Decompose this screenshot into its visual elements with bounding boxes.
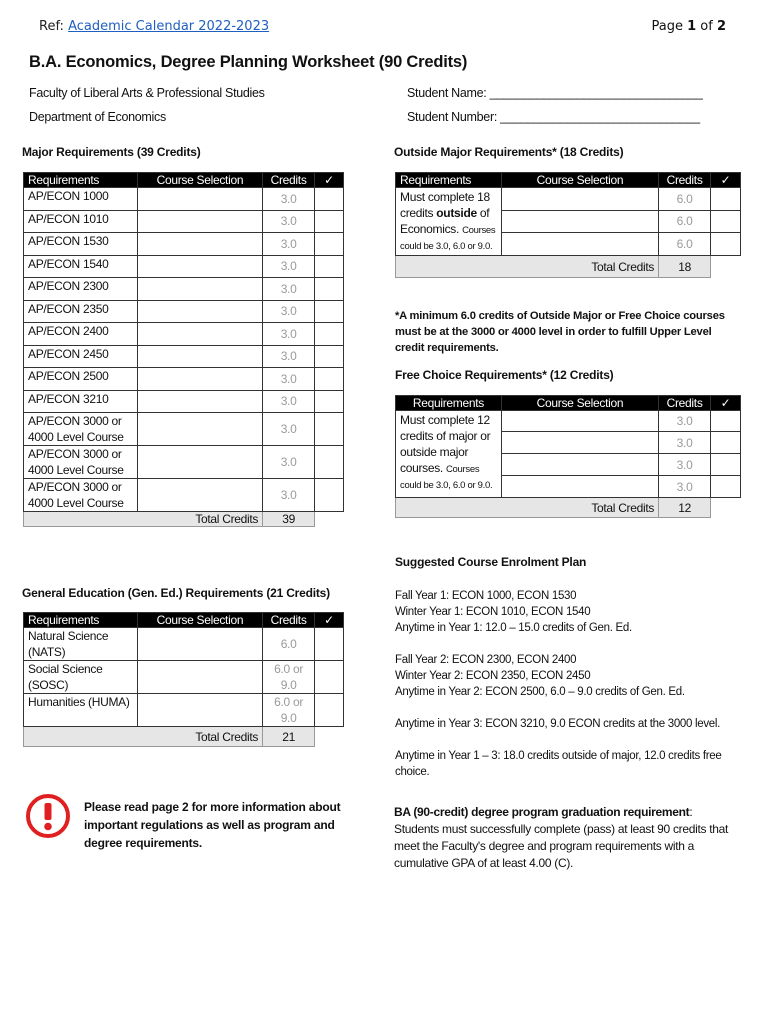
credits-cell: 6.0 xyxy=(659,233,711,256)
col-requirements: Requirements xyxy=(396,396,502,411)
requirement-cell: AP/ECON 2500 xyxy=(24,368,138,391)
col-course-selection: Course Selection xyxy=(137,613,262,628)
col-check: ✓ xyxy=(711,396,741,411)
table-row xyxy=(24,661,344,694)
course-selection-cell[interactable] xyxy=(137,479,262,512)
course-selection-cell[interactable] xyxy=(137,188,262,211)
credits-cell: 3.0 xyxy=(263,345,315,368)
course-selection-cell[interactable] xyxy=(501,432,658,454)
table-row xyxy=(24,345,344,368)
page-word: Page xyxy=(651,19,683,34)
total-label: Total Credits xyxy=(396,256,659,278)
plan-heading: Suggested Course Enrolment Plan xyxy=(395,555,587,569)
table-header xyxy=(396,173,741,188)
major-requirements-table xyxy=(23,172,344,527)
graduation-requirement: BA (90-credit) degree program graduation requirement: Students must successfully complete (pass) at least 90 credits that meet the Faculty's degree and program requirements with a cumulative GPA of at least 4.00 (C). xyxy=(394,804,739,872)
col-requirements: Requirements xyxy=(24,613,138,628)
total-label: Total Credits xyxy=(24,512,263,527)
check-cell[interactable] xyxy=(315,188,344,211)
col-check: ✓ xyxy=(711,173,741,188)
table-row xyxy=(24,479,344,512)
check-cell[interactable] xyxy=(711,233,741,256)
requirement-cell: AP/ECON 1540 xyxy=(24,255,138,278)
table-row xyxy=(24,694,344,727)
table-header xyxy=(24,613,344,628)
course-selection-cell[interactable] xyxy=(137,446,262,479)
col-course-selection: Course Selection xyxy=(501,396,658,411)
table-row xyxy=(24,446,344,479)
outside-heading: Outside Major Requirements* (18 Credits) xyxy=(394,145,624,159)
credits-cell: 6.0 or 9.0 xyxy=(263,694,315,727)
check-cell[interactable] xyxy=(315,255,344,278)
credits-cell: 6.0 xyxy=(263,628,315,661)
credits-cell: 6.0 or 9.0 xyxy=(263,661,315,694)
credits-cell: 3.0 xyxy=(263,390,315,413)
course-selection-cell[interactable] xyxy=(137,300,262,323)
table-row xyxy=(24,188,344,211)
plan-year1: Fall Year 1: ECON 1000, ECON 1530 Winter Year 1: ECON 1010, ECON 1540 Anytime in Year 1: 12.0 – 15.0 credits of Gen. Ed. xyxy=(395,590,632,634)
check-cell[interactable] xyxy=(315,479,344,512)
col-credits: Credits xyxy=(659,396,711,411)
course-selection-cell[interactable] xyxy=(137,694,262,727)
major-total-row xyxy=(24,512,344,527)
graduation-body: Students must successfully complete (pass) at least 90 credits that meet the Faculty's degree and program requirements with a cumulative GPA of at least 4.00 (C). xyxy=(394,822,729,870)
col-check: ✓ xyxy=(315,613,344,628)
graduation-heading: BA (90-credit) degree program graduation requirement xyxy=(394,805,690,819)
check-cell[interactable] xyxy=(315,390,344,413)
credits-cell: 3.0 xyxy=(659,454,711,476)
total-label: Total Credits xyxy=(24,727,263,747)
requirement-cell: AP/ECON 1530 xyxy=(24,233,138,256)
requirement-cell: AP/ECON 1010 xyxy=(24,210,138,233)
academic-calendar-link[interactable]: Academic Calendar 2022-2023 xyxy=(68,19,270,34)
table-row xyxy=(24,255,344,278)
student-name-field[interactable]: Student Name: ________________________________ xyxy=(407,86,703,100)
check-cell[interactable] xyxy=(315,210,344,233)
course-selection-cell[interactable] xyxy=(137,661,262,694)
outside-total-row xyxy=(396,256,741,278)
table-row xyxy=(396,411,741,432)
credits-cell: 3.0 xyxy=(659,476,711,498)
table-row xyxy=(24,628,344,661)
credits-cell: 3.0 xyxy=(263,446,315,479)
credits-cell: 6.0 xyxy=(659,210,711,233)
check-cell[interactable] xyxy=(315,413,344,446)
credits-cell: 3.0 xyxy=(263,323,315,346)
credits-cell: 3.0 xyxy=(263,479,315,512)
table-header xyxy=(396,396,741,411)
faculty-name: Faculty of Liberal Arts & Professional Studies xyxy=(29,86,265,100)
table-row xyxy=(24,368,344,391)
plan-year3: Anytime in Year 3: ECON 3210, 9.0 ECON credits at the 3000 level. xyxy=(395,718,721,730)
check-cell[interactable] xyxy=(315,300,344,323)
requirement-cell: Social Science (SOSC) xyxy=(24,661,138,694)
check-cell[interactable] xyxy=(315,345,344,368)
plan-year1-3: Anytime in Year 1 – 3: 18.0 credits outside of major, 12.0 credits free choice. xyxy=(395,750,722,778)
requirement-cell: Humanities (HUMA) xyxy=(24,694,138,727)
course-selection-cell[interactable] xyxy=(501,411,658,432)
requirement-cell: AP/ECON 1000 xyxy=(24,188,138,211)
gened-heading: General Education (Gen. Ed.) Requirements (21 Credits) xyxy=(22,586,330,600)
requirement-cell: AP/ECON 2350 xyxy=(24,300,138,323)
check-cell[interactable] xyxy=(315,368,344,391)
credits-cell: 3.0 xyxy=(263,188,315,211)
requirement-cell: AP/ECON 2400 xyxy=(24,323,138,346)
free-choice-total-row xyxy=(396,498,741,518)
check-cell[interactable] xyxy=(315,233,344,256)
table-row xyxy=(396,188,741,211)
credits-cell: 3.0 xyxy=(659,432,711,454)
plan-year2: Fall Year 2: ECON 2300, ECON 2400 Winter Year 2: ECON 2350, ECON 2450 Anytime in Year 2: ECON 2500, 6.0 – 9.0 credits of Gen. Ed. xyxy=(395,654,685,698)
check-cell[interactable] xyxy=(711,476,741,498)
credits-cell: 3.0 xyxy=(263,210,315,233)
course-selection-cell[interactable] xyxy=(137,390,262,413)
credits-cell: 3.0 xyxy=(263,368,315,391)
check-cell[interactable] xyxy=(315,661,344,694)
reference-line xyxy=(39,19,269,34)
gened-requirements-table xyxy=(23,612,344,747)
credits-cell: 3.0 xyxy=(263,300,315,323)
check-cell[interactable] xyxy=(711,411,741,432)
credits-cell: 3.0 xyxy=(263,255,315,278)
credits-cell: 6.0 xyxy=(659,188,711,211)
col-check: ✓ xyxy=(315,173,344,188)
course-selection-cell[interactable] xyxy=(137,255,262,278)
credits-cell: 3.0 xyxy=(263,413,315,446)
page-of: of xyxy=(700,19,713,34)
check-cell[interactable] xyxy=(711,454,741,476)
gened-total-value: 21 xyxy=(263,727,315,747)
outside-footnote: *A minimum 6.0 credits of Outside Major or Free Choice courses must be at the 3000 or 4000 level in order to fulfill Upper Level credit requirements. xyxy=(395,310,725,354)
check-cell[interactable] xyxy=(315,323,344,346)
free-choice-table xyxy=(395,395,741,518)
total-label: Total Credits xyxy=(396,498,659,518)
requirement-cell: AP/ECON 3000 or 4000 Level Course xyxy=(24,479,138,512)
gened-total-row xyxy=(24,727,344,747)
course-selection-cell[interactable] xyxy=(137,413,262,446)
check-cell[interactable] xyxy=(711,188,741,211)
check-cell[interactable] xyxy=(315,628,344,661)
course-selection-cell[interactable] xyxy=(137,278,262,301)
major-total-value: 39 xyxy=(263,512,315,527)
credits-cell: 3.0 xyxy=(263,233,315,256)
major-heading: Major Requirements (39 Credits) xyxy=(22,145,201,159)
table-row xyxy=(24,278,344,301)
outside-requirements-table xyxy=(395,172,741,278)
department-name: Department of Economics xyxy=(29,110,166,124)
col-course-selection: Course Selection xyxy=(501,173,658,188)
page-current: 1 xyxy=(687,19,697,34)
course-selection-cell[interactable] xyxy=(501,188,658,211)
check-cell[interactable] xyxy=(711,432,741,454)
table-row xyxy=(24,300,344,323)
free-choice-heading: Free Choice Requirements* (12 Credits) xyxy=(395,368,614,382)
course-selection-cell[interactable] xyxy=(137,233,262,256)
exclamation-warning-icon xyxy=(25,793,71,839)
course-selection-cell[interactable] xyxy=(137,368,262,391)
check-cell[interactable] xyxy=(315,278,344,301)
course-selection-cell[interactable] xyxy=(137,628,262,661)
course-selection-cell[interactable] xyxy=(501,233,658,256)
credits-cell: 3.0 xyxy=(263,278,315,301)
col-credits: Credits xyxy=(263,173,315,188)
free-choice-total-value: 12 xyxy=(659,498,711,518)
check-cell[interactable] xyxy=(315,446,344,479)
table-header xyxy=(24,173,344,188)
credits-cell: 3.0 xyxy=(659,411,711,432)
page2-notice: Please read page 2 for more information about important regulations as well as program and degree requirements. xyxy=(84,800,341,850)
table-row xyxy=(24,210,344,233)
table-row xyxy=(24,413,344,446)
table-row xyxy=(24,233,344,256)
page-number xyxy=(651,19,726,34)
col-credits: Credits xyxy=(263,613,315,628)
requirement-cell: AP/ECON 3000 or 4000 Level Course xyxy=(24,446,138,479)
course-selection-cell[interactable] xyxy=(137,323,262,346)
table-row xyxy=(24,323,344,346)
requirement-cell: AP/ECON 2450 xyxy=(24,345,138,368)
col-requirements: Requirements xyxy=(396,173,502,188)
course-selection-cell[interactable] xyxy=(501,454,658,476)
course-selection-cell[interactable] xyxy=(501,210,658,233)
course-selection-cell[interactable] xyxy=(137,210,262,233)
requirement-cell: AP/ECON 3210 xyxy=(24,390,138,413)
col-course-selection: Course Selection xyxy=(137,173,262,188)
page-title: B.A. Economics, Degree Planning Worksheet (90 Credits) xyxy=(29,53,468,71)
table-row xyxy=(24,390,344,413)
outside-description: Must complete 18 credits outside of Economics. Courses could be 3.0, 6.0 or 9.0. xyxy=(396,188,502,256)
col-credits: Credits xyxy=(659,173,711,188)
student-number-field[interactable]: Student Number: ______________________________ xyxy=(407,110,700,124)
requirement-cell: AP/ECON 2300 xyxy=(24,278,138,301)
free-choice-description: Must complete 12 credits of major or outside major courses. Courses could be 3.0, 6.0 or 9.0. xyxy=(396,411,502,498)
course-selection-cell[interactable] xyxy=(501,476,658,498)
requirement-cell: Natural Science (NATS) xyxy=(24,628,138,661)
outside-total-value: 18 xyxy=(659,256,711,278)
check-cell[interactable] xyxy=(315,694,344,727)
ref-prefix: Ref: xyxy=(39,19,64,34)
requirement-cell: AP/ECON 3000 or 4000 Level Course xyxy=(24,413,138,446)
page-total: 2 xyxy=(716,19,726,34)
check-cell[interactable] xyxy=(711,210,741,233)
course-selection-cell[interactable] xyxy=(137,345,262,368)
col-requirements: Requirements xyxy=(24,173,138,188)
